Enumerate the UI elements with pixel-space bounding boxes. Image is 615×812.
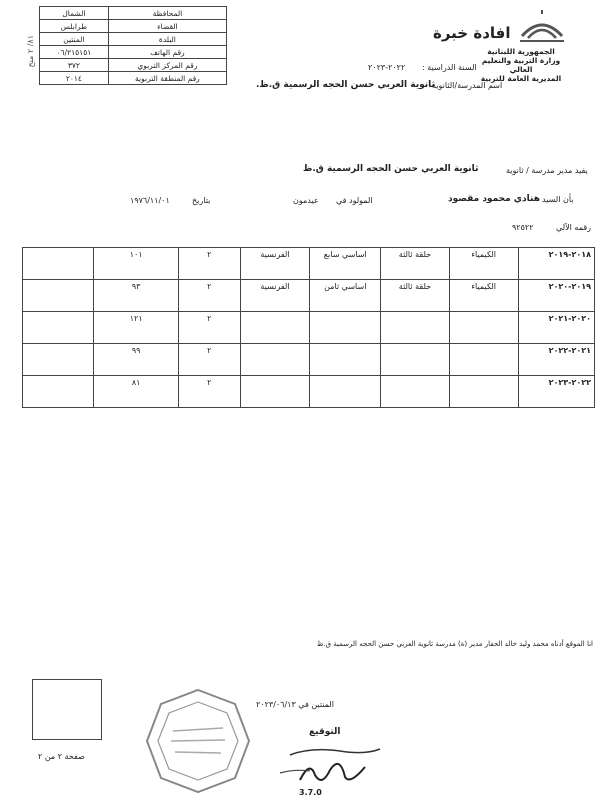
number-value: ٩٢٥٢٢ bbox=[512, 223, 534, 232]
info-value: ٢٠١٤ bbox=[40, 72, 109, 85]
school-stamp-icon bbox=[143, 686, 253, 796]
signature-label: التوقيع bbox=[309, 727, 341, 737]
table-row bbox=[40, 59, 227, 72]
cell-subject bbox=[449, 344, 518, 376]
table-row bbox=[40, 33, 227, 46]
cell-cycle bbox=[381, 312, 449, 344]
cell-subject: الكيمياء bbox=[449, 280, 518, 312]
ministry-line: الجمهورية اللبنانية bbox=[487, 47, 555, 56]
cell-subject: الكيمياء bbox=[449, 248, 518, 280]
side-note: ٨١/ ٢ منح bbox=[26, 35, 35, 68]
cell-language bbox=[240, 376, 310, 408]
cell-subject bbox=[449, 312, 518, 344]
info-value: ٣٧٢ bbox=[40, 59, 109, 72]
birth-place: عيدمون bbox=[293, 196, 319, 205]
cell-cycle bbox=[381, 344, 449, 376]
intro-label: يفيد مدير مدرسة / ثانوية bbox=[506, 166, 588, 175]
cell-year: ٢٠٢٢-٢٠٢٣ bbox=[518, 376, 594, 408]
school-label: اسم المدرسة/الثانوية bbox=[432, 81, 503, 90]
info-label: المحافظة bbox=[108, 7, 226, 20]
cell-year: ٢٠٢٠-٢٠٢١ bbox=[518, 312, 594, 344]
signature-icon bbox=[270, 725, 390, 795]
cell-classes: ٢ bbox=[178, 376, 240, 408]
cell-year: ٢٠١٩-٢٠٢٠ bbox=[518, 280, 594, 312]
cell-classes: ٢ bbox=[178, 344, 240, 376]
cell-hours: ٩٣ bbox=[94, 280, 178, 312]
page-title: افادة خبرة bbox=[433, 24, 511, 42]
intro-value: ثانوية العربي حسن الحجه الرسمية ق.ظ bbox=[303, 164, 479, 174]
info-label: القضاء bbox=[108, 20, 226, 33]
cell-subject bbox=[449, 376, 518, 408]
school-info-table bbox=[39, 6, 227, 85]
cell-language: الفرنسية bbox=[240, 280, 310, 312]
photo-box bbox=[32, 679, 102, 740]
year-value: ٢٠٢٢-٢٠٢٣ bbox=[368, 63, 406, 72]
table-row bbox=[40, 7, 227, 20]
cell-empty bbox=[23, 312, 94, 344]
table-row bbox=[23, 344, 595, 376]
cell-grade: اساسي سابع bbox=[310, 248, 381, 280]
ministry-logo-icon bbox=[514, 8, 570, 44]
cell-cycle: حلقة ثالثة bbox=[381, 248, 449, 280]
ministry-line: المديرية العامة للتربية bbox=[480, 74, 562, 83]
info-value: طرابلس bbox=[40, 20, 109, 33]
cell-grade: اساسي ثامن bbox=[310, 280, 381, 312]
cell-classes: ٢ bbox=[178, 248, 240, 280]
declaration-text: انا الموقع أدناه محمد وليد خالد الحفار مدير (ة) مدرسة ثانوية العربي حسن الحجه الرسمية ق.ظ bbox=[316, 640, 593, 648]
cell-language bbox=[240, 344, 310, 376]
info-label: رقم المنطقة التربوية bbox=[108, 72, 226, 85]
info-label: البلدة bbox=[108, 33, 226, 46]
version-label: 3.7.0 bbox=[299, 788, 322, 797]
school-value: ثانوية العربي حسن الحجه الرسمية ق.ظ. bbox=[256, 80, 435, 90]
info-value: الشمال bbox=[40, 7, 109, 20]
place-date: المنتين في ٢٠٢٣/٠٦/١٣ bbox=[256, 700, 334, 709]
name-label: بأن السيد bbox=[542, 195, 574, 204]
name-value: هنادي محمود مقصود bbox=[448, 194, 540, 204]
table-row bbox=[40, 72, 227, 85]
cell-grade bbox=[310, 344, 381, 376]
cell-cycle bbox=[381, 376, 449, 408]
info-value: المنتين bbox=[40, 33, 109, 46]
cell-hours: ٩٩ bbox=[94, 344, 178, 376]
table-row bbox=[23, 248, 595, 280]
cell-empty bbox=[23, 248, 94, 280]
experience-table bbox=[22, 247, 595, 408]
info-label: رقم الهاتف bbox=[108, 46, 226, 59]
date-label: بتاريخ bbox=[192, 196, 211, 205]
table-row bbox=[40, 46, 227, 59]
table-row bbox=[23, 280, 595, 312]
cell-grade bbox=[310, 312, 381, 344]
ministry-header bbox=[471, 47, 571, 83]
cell-classes: ٢ bbox=[178, 312, 240, 344]
ministry-line: وزارة التربية والتعليم العالي bbox=[481, 56, 561, 74]
cell-hours: ١٠١ bbox=[94, 248, 178, 280]
info-label: رقم المركز التربوي bbox=[108, 59, 226, 72]
table-row bbox=[23, 312, 595, 344]
date-value: ١٩٧٦/١١/٠١ bbox=[130, 196, 170, 205]
cell-empty bbox=[23, 376, 94, 408]
cell-year: ٢٠١٨-٢٠١٩ bbox=[518, 248, 594, 280]
cell-grade bbox=[310, 376, 381, 408]
cell-language: الفرنسية bbox=[240, 248, 310, 280]
cell-language bbox=[240, 312, 310, 344]
number-label: رقمه الآلي bbox=[556, 223, 592, 232]
cell-empty bbox=[23, 280, 94, 312]
table-row bbox=[23, 376, 595, 408]
birth-label: المولود في bbox=[336, 196, 373, 205]
cell-empty bbox=[23, 344, 94, 376]
cell-classes: ٢ bbox=[178, 280, 240, 312]
cell-hours: ٨١ bbox=[94, 376, 178, 408]
cell-hours: ١٢١ bbox=[94, 312, 178, 344]
table-row bbox=[40, 20, 227, 33]
cell-cycle: حلقة ثالثة bbox=[381, 280, 449, 312]
cell-year: ٢٠٢١-٢٠٢٢ bbox=[518, 344, 594, 376]
page-number: صفحة ٢ من ٢ bbox=[38, 752, 85, 761]
info-value: ٠٦/٢١٥١٥١ bbox=[40, 46, 109, 59]
year-label: السنة الدراسية : bbox=[422, 63, 477, 72]
